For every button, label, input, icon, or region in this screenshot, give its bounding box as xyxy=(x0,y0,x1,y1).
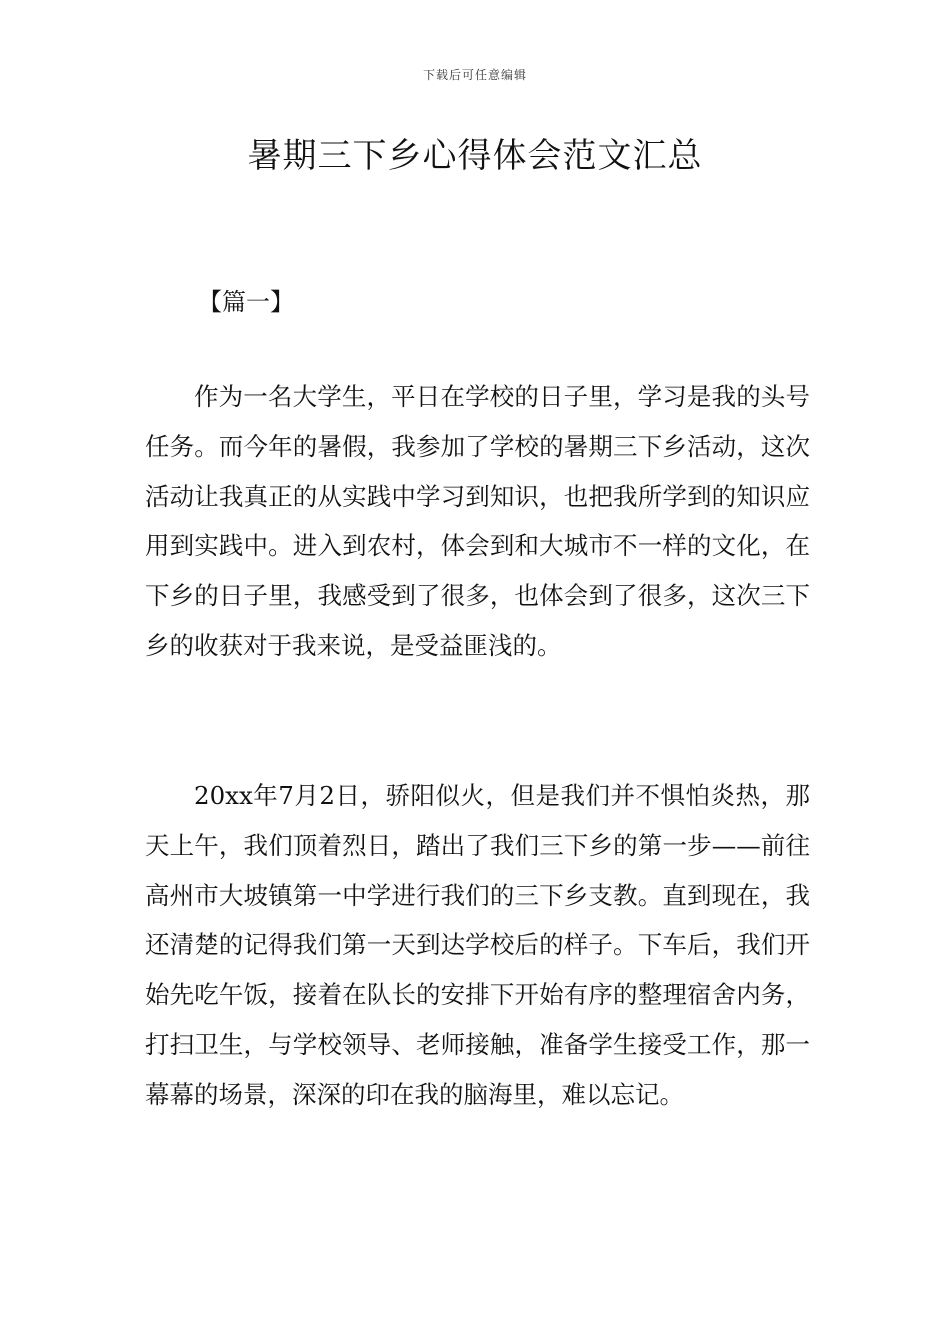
paragraph-1: 作为一名大学生，平日在学校的日子里，学习是我的头号任务。而今年的暑假，我参加了学校的暑期三下乡活动，这次活动让我真正的从实践中学习到知识，也把我所学到的知识应用到实践中。进入到农村，体会到和大城市不一样的文化，在下乡的日子里，我感受到了很多，也体会到了很多，这次三下乡的收获对于我来说，是受益匪浅的。 xyxy=(145,382,810,660)
paragraph-2: 20xx年7月2日，骄阳似火，但是我们并不惧怕炎热，那天上午，我们顶着烈日，踏出了我们三下乡的第一步——前往高州市大坡镇第一中学进行我们的三下乡支教。直到现在，我还清楚的记得我们第一天到达学校后的样子。下车后，我们开始先吃午饭，接着在队长的安排下开始有序的整理宿舍内务，打扫卫生，与学校领导、老师接触，准备学生接受工作，那一幕幕的场景，深深的印在我的脑海里，难以忘记。 xyxy=(145,781,810,1109)
section-label: 【篇一】 xyxy=(198,288,294,316)
document-title: 暑期三下乡心得体会范文汇总 xyxy=(247,136,703,176)
header-note: 下载后可任意编辑 xyxy=(422,68,527,82)
